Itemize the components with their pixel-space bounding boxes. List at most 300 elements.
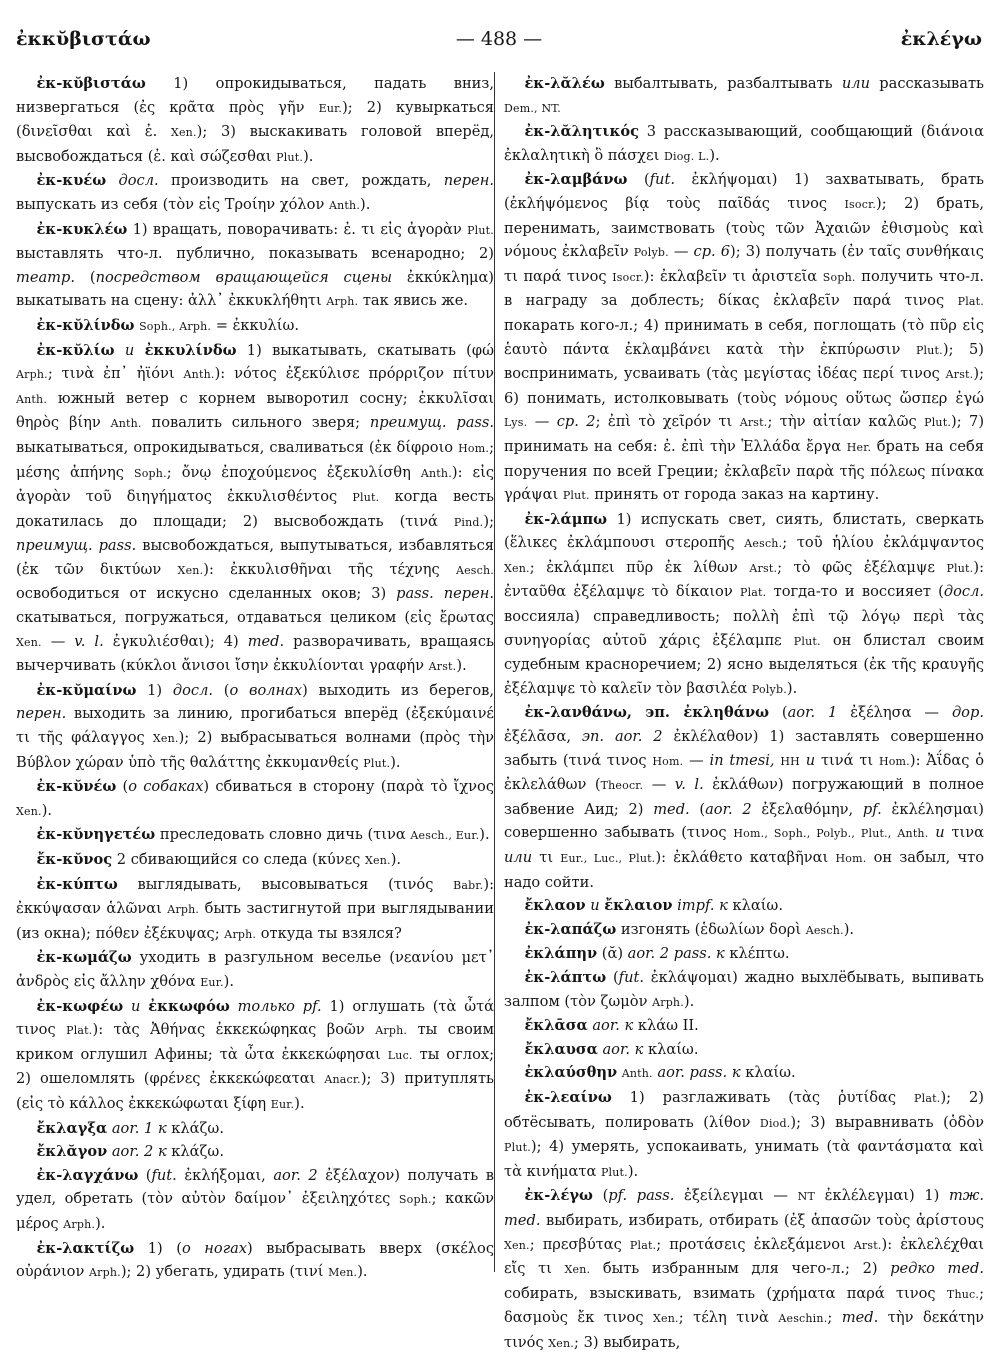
source-abbrev: Arph. — [652, 995, 684, 1009]
entry-text: он забыл, что надо сойти. — [504, 849, 984, 891]
entry-text: ; δασμοὺς ἔκ τινος — [504, 1284, 984, 1327]
entry-text: — — [668, 243, 694, 261]
source-abbrev: Lys. — [504, 416, 528, 430]
entry-text: рассказывать — [869, 75, 984, 92]
source-abbrev: Soph., Arph. — [139, 319, 212, 333]
entry-text: быть избранным для чего-л.; 2) — [590, 1260, 891, 1278]
source-abbrev: Plat. — [957, 295, 984, 309]
headword: ἐκ-λάμπω — [524, 510, 608, 528]
entry-text: ; ἐκλάμπει πῦρ ἐκ λίθων — [529, 558, 750, 576]
dictionary-entry — [16, 314, 494, 339]
headword: ἐκλάπην — [524, 945, 598, 963]
entry-text: ). — [390, 753, 401, 771]
entry-text: преследовать словно дичь (τινα — [155, 826, 411, 844]
entry-text: ): τὰς Ἀθήνας ἐκκεκώφηκας βοῶν — [92, 1021, 376, 1039]
headword: ἐκ-κῠλίνδω — [36, 316, 135, 334]
source-abbrev: Arph. — [88, 1266, 121, 1280]
grammar-note: театр. — [16, 268, 75, 286]
grammar-note: aor. pass. — [657, 1064, 728, 1082]
entry-text — [106, 172, 118, 189]
source-abbrev: Xen. — [504, 561, 530, 575]
source-abbrev: Hom. — [652, 754, 684, 768]
entry-text: 1) испускать свет, сиять, блистать, сверкать (ἕλικες ἐκλάμπουσι στεροπῆς — [504, 510, 984, 552]
source-abbrev: Hom. — [458, 441, 490, 455]
headword: ἐκ-κύπτω — [36, 875, 118, 893]
entry-text: ): ἐκλάθετο καταβῆναι — [655, 849, 836, 866]
entry-text: τινά τι — [815, 751, 879, 769]
grammar-note: перен. — [16, 705, 67, 723]
source-abbrev: Isocr. — [612, 270, 644, 284]
entry-text: ). — [303, 147, 314, 165]
entry-text: τι — [532, 849, 561, 866]
entry-text: покарать кого-л.; 4) принимать в себя, поглощать (τὸ πῦρ εἰς ἑαυτὸ πάντα ἐκλαμβάνει κατὰ τὴν ἐκπύρωσιν — [504, 316, 984, 358]
source-abbrev: Plat. — [914, 1091, 941, 1105]
entry-text: ( — [592, 1187, 609, 1205]
source-abbrev: Arst. — [853, 1238, 882, 1252]
grammar-note: к — [716, 945, 725, 963]
entry-text: κλαίω. — [740, 1064, 796, 1082]
entry-text: ἐξελαθόμην, — [751, 800, 863, 818]
source-abbrev: Xen. — [653, 1312, 679, 1326]
grammar-note: или — [504, 849, 533, 866]
headword: ἐκ-κωφέω — [36, 997, 124, 1015]
dictionary-entry — [504, 701, 984, 894]
entry-text: воссияла) справедливость; πολλὴ ἐπὶ τῷ λόγῳ περὶ τὰς συνηγορίας αὐτοῦ χάρις ἐξέλαμπε — [504, 608, 984, 649]
source-abbrev: Xen. — [16, 804, 42, 818]
entry-text: выпускать из себя (τὸν εἰς Τροίην χόλον — [16, 195, 329, 213]
entry-text: ; ἐπὶ τὸ χεῖρόν τι — [595, 413, 740, 431]
headword: ἔκλαυσα — [524, 1040, 598, 1058]
headword: ἔκλᾰγον — [36, 1143, 108, 1161]
headword: ἐκ-κῠνέω — [36, 778, 117, 796]
entry-text: ); 2) обтёсывать, полировать (λίθον — [504, 1088, 984, 1131]
entry-text: получить что-л. в награду за доблесть; δίκας ἐκλαβεῖν παρά τινος — [504, 267, 984, 310]
grammar-note: in tmesi, — [709, 751, 775, 769]
grammar-note: v. l. — [674, 776, 704, 794]
source-abbrev: Plut. — [467, 223, 494, 237]
headword: ἐκ-κωμάζω — [36, 949, 132, 967]
headword: ἔκ-κῠνος — [36, 851, 113, 868]
source-abbrev: Theocr. — [600, 779, 644, 793]
entry-text: выкатываться, опрокидываться, сваливаться (ἐκ δίφροιο — [16, 438, 459, 456]
dictionary-entry — [504, 1038, 984, 1062]
entry-text: 1) вращать, поворачивать: ἐ. τι εἰς ἀγορὰν — [127, 220, 468, 238]
entry-text: (ᾰ) — [597, 945, 628, 963]
entry-text — [115, 342, 125, 359]
source-abbrev: Aeschin. — [778, 1312, 828, 1326]
entry-text: ): νότος ἐξεκύλισε πρόρριζον πίτυν — [214, 365, 495, 383]
entry-text: ); 3) притуплять (εἰς τὸ κάλλος ἐκκεκώφωται ξίφη — [16, 1070, 494, 1112]
grammar-note: aor. 2 — [111, 1143, 154, 1161]
headword: ἐκ-λᾰλητικός — [524, 123, 640, 141]
entry-text: ( — [768, 704, 788, 722]
entry-text: освободиться от искусно сделанных оков; 3) — [16, 585, 397, 603]
entry-text: ); 6) понимать, истолковывать (τοὺς νόμους οὕτως ὥσπερ ἐγώ — [504, 365, 984, 407]
entry-text: ). — [786, 679, 798, 697]
dictionary-entry — [504, 168, 984, 507]
entry-text: 1) оглушать (τὰ ὦτά τινος — [16, 997, 495, 1039]
headword: ἔκλαγξα — [36, 1119, 108, 1137]
entry-text: ( — [689, 800, 706, 818]
source-abbrev: Plut. — [600, 1165, 628, 1179]
entry-text: разворачивать, вращаясь вычерчивать (κύκλοι ἄνισοι ἴσην ἐκκυλίονται γραφήν — [16, 632, 494, 675]
entry-text: ); 7) принимать на себя: ἐ. ἐπὶ τὴν Ἑλλάδα ἔργα — [504, 413, 985, 455]
entry-text: ( — [116, 778, 129, 796]
dictionary-entry — [16, 1164, 494, 1237]
entry-text: ). — [683, 992, 695, 1010]
source-abbrev: Aesch. — [744, 537, 783, 551]
entry-text: ); 5) воспринимать, усваивать (τὰς μεγίστας ἰδέας περί τινος — [504, 340, 985, 383]
dictionary-entry — [504, 1184, 984, 1355]
grammar-note: или — [841, 75, 870, 92]
source-abbrev: Babr. — [453, 878, 484, 892]
grammar-note: эп. aor. 2 — [581, 728, 663, 746]
source-abbrev: Luc. — [387, 1048, 413, 1062]
entry-text: ; — [827, 1309, 842, 1327]
entry-text: ): ἐκκύψασαν ἁλῶναι — [16, 875, 494, 918]
source-abbrev: Plut. — [276, 150, 304, 164]
entry-text: ; τὸ φῶς ἐξέλαμψε — [777, 558, 947, 576]
dictionary-entry — [16, 873, 494, 947]
entry-text: 2 сбивающийся со следа (κύνες — [112, 851, 365, 868]
source-abbrev: Anth. — [621, 1067, 653, 1081]
source-abbrev: Anth. — [183, 368, 215, 382]
entry-text: ). — [294, 1094, 305, 1112]
entry-text: ; πρεσβύτας — [529, 1235, 630, 1253]
source-abbrev: Diog. L. — [663, 149, 710, 163]
entry-text: ( — [627, 171, 650, 189]
entry-text: собирать, взыскивать, взимать (χρήματα παρά τινος — [504, 1284, 947, 1302]
source-abbrev: Isocr. — [844, 197, 877, 211]
entry-text: ); — [483, 512, 494, 530]
source-abbrev: Plut. — [915, 343, 943, 357]
grammar-note: и — [130, 997, 141, 1015]
source-abbrev: Anacr. — [324, 1073, 361, 1087]
source-abbrev: Hom. — [878, 754, 910, 768]
source-abbrev: Xen. — [364, 854, 391, 867]
entry-text: ). — [41, 801, 53, 819]
grammar-note: к — [731, 1064, 741, 1082]
source-abbrev: Xen. — [504, 1238, 530, 1252]
entry-text: производить на свет, рождать, — [158, 172, 444, 190]
headword: ἔκλαον — [524, 897, 586, 915]
grammar-note: pass. перен. — [396, 585, 494, 603]
entry-text — [230, 998, 238, 1015]
headword: ἔκλαιον — [604, 897, 673, 915]
dictionary-entry — [504, 120, 984, 168]
source-abbrev: Dem., NT. — [504, 101, 561, 115]
headword: ἐκλαύσθην — [524, 1064, 618, 1082]
entry-text: ἐξέλαχον) получать в удел, обретать (τὸν αὐτὸν δαίμον᾽ ἐξειληχότες — [16, 1166, 494, 1208]
entry-text: ): ἐκκυλισθῆναι τῆς τέχνης — [203, 560, 456, 578]
grammar-note: pf. pass. — [608, 1187, 675, 1205]
entry-text: ): ἐκλαβεῖν τι ἀριστεῖα — [643, 267, 823, 285]
source-abbrev: Aesch. — [805, 923, 844, 937]
entry-text: ἐκλήψομαι) 1) захватывать, брать (ἐκλήψόμενος βίᾳ τοὺς παῖδάς τινος — [504, 171, 984, 212]
dictionary-entry — [16, 1237, 494, 1285]
entry-text: быть застигнутой при выглядывании (из окна); πόθεν ἐξέκυψας; — [16, 900, 494, 942]
entry-text: κλάω II. — [633, 1017, 699, 1035]
entry-text: тогда-то и воссияет ( — [766, 583, 944, 601]
grammar-note: тж. med. — [504, 1187, 985, 1229]
dictionary-entry — [16, 775, 494, 823]
source-abbrev: Pind. — [453, 515, 484, 529]
entry-text: τὴν δεκάτην τινός — [504, 1309, 985, 1351]
entry-text: южный ветер с корнем выворотил сосну; ἐκκυλῖσαι θηρὸς βίην — [16, 389, 494, 432]
dictionary-entry — [504, 1086, 984, 1184]
grammar-note: aor. — [602, 1040, 630, 1058]
dictionary-entry — [504, 72, 984, 120]
headword: ἐκ-κῠμαίνω — [36, 681, 137, 699]
source-abbrev: Diod. — [759, 1116, 791, 1130]
source-abbrev: Xen. — [16, 635, 42, 649]
source-abbrev: Her. — [846, 440, 872, 454]
entry-text: выставлять что-л. публично, показывать всенародно; 2) — [16, 245, 494, 263]
source-abbrev: Anth. — [110, 417, 142, 431]
entry-text: ). — [627, 1162, 639, 1180]
grammar-note: к — [624, 1017, 634, 1035]
headword: ἐκ-κυέω — [36, 172, 107, 190]
source-abbrev: Eur., Luc., Plut. — [560, 852, 656, 865]
source-abbrev: NT — [797, 1190, 816, 1204]
source-abbrev: Arph. — [375, 1024, 408, 1038]
entry-text: ты оглох; 2) ошеломлять (φρένες ἐκκεκώφεαται — [16, 1045, 494, 1088]
entry-text: 1) выкатывать, скатывать (φώ — [236, 341, 494, 359]
entry-text: ). — [709, 146, 720, 164]
entry-text: ). — [357, 1263, 368, 1281]
grammar-note: о собаках — [128, 778, 204, 796]
entry-text: ). — [223, 972, 234, 990]
grammar-note: med. — [653, 800, 690, 818]
entry-text: ἐκλέλεγμαι) 1) — [815, 1187, 949, 1205]
source-abbrev: Arst. — [428, 660, 457, 674]
entry-text: выбирать, избирать, отбирать (ἐξ ἁπασῶν τοὺς ἀρίστους — [540, 1211, 984, 1229]
headword: ἐκ-λανθάνω, эп. ἐκληθάνω — [524, 704, 769, 722]
grammar-note: aor. 2 — [273, 1166, 318, 1184]
entry-text: ); 4) умерять, успокаивать, унимать (τὰ φαντάσματα καὶ τὰ κινήματα — [504, 1138, 984, 1180]
source-abbrev: Soph. — [133, 466, 167, 480]
headword: ἐκ-κῠλίω — [36, 341, 115, 359]
entry-text: ): Ἀΐδας ὁ ἐκλελάθων ( — [504, 751, 984, 794]
source-abbrev: Arst. — [749, 561, 778, 575]
entry-text: принять от города заказ на картину. — [589, 486, 880, 504]
source-abbrev: Xen. — [564, 1263, 591, 1277]
grammar-note: v. l. — [74, 632, 104, 650]
headword: ἐκ-κυκλέω — [36, 220, 128, 238]
dictionary-entry — [16, 72, 494, 169]
source-abbrev: Soph. — [822, 270, 856, 284]
source-abbrev: Hom., Soph., Polyb., Plut., Anth. — [733, 827, 929, 841]
source-abbrev: Plat. — [629, 1238, 657, 1252]
grammar-note: fut. — [618, 968, 644, 986]
dictionary-entry — [504, 508, 984, 702]
source-abbrev: Plut. — [363, 756, 391, 770]
entry-text: ἐξείλεγμαι — — [674, 1187, 798, 1205]
entry-text: ). — [390, 851, 402, 868]
headword: ἐκ-λαγχάνω — [36, 1166, 139, 1184]
entry-text: κλάζω. — [166, 1143, 224, 1161]
grammar-note: к — [634, 1040, 644, 1058]
grammar-note: о волнах — [229, 681, 303, 699]
entry-text: 1) ( — [134, 1239, 182, 1257]
source-abbrev: Arph. — [224, 927, 257, 941]
entry-text: ( — [138, 1166, 152, 1184]
source-abbrev: Plat. — [739, 586, 767, 600]
source-abbrev: Anth. — [16, 392, 48, 406]
grammar-note: досл. — [943, 583, 985, 601]
headword: ἐκ-λαμβάνω — [524, 171, 628, 189]
grammar-note: fut. — [649, 171, 675, 189]
dictionary-entry — [16, 339, 494, 679]
entry-text: ). — [479, 826, 490, 844]
entry-text: откуда ты взялся? — [256, 924, 402, 942]
headword: ἐκ-λάπτω — [524, 968, 607, 986]
grammar-note: aor. 1 — [787, 704, 838, 722]
left-column — [16, 72, 494, 1282]
headword: ἐκ-κῠνηγετέω — [36, 826, 156, 844]
entry-text: ); 2) брать, перенимать, заимствовать (τοὺς τῶν Ἀχαιῶν ἐθισμοὺς καὶ νόμους ἐκλαβεῖν — [504, 194, 984, 261]
source-abbrev: Eur. — [200, 975, 224, 989]
entry-text — [134, 342, 144, 359]
source-abbrev: Polyb. — [633, 246, 669, 260]
entry-text: ). — [843, 920, 855, 938]
dictionary-entry — [16, 169, 494, 217]
source-abbrev: Arph. — [326, 295, 359, 309]
entry-text — [123, 998, 131, 1015]
entry-text: ) сбиваться в сторону (παρὰ τὸ ἴχνος — [203, 778, 494, 796]
entry-text: ( — [75, 268, 96, 286]
entry-text: ; τὴν αἰτίαν καλῶς — [767, 413, 925, 431]
entry-text: κλαίω. — [643, 1040, 699, 1058]
source-abbrev: Plut. — [504, 1141, 531, 1155]
grammar-note: impf. — [677, 897, 715, 915]
dictionary-entry — [16, 823, 494, 848]
source-abbrev: Polyb. — [751, 682, 787, 696]
source-abbrev: Hom. — [835, 852, 867, 865]
grammar-note: досл. — [172, 681, 213, 699]
entry-text: ); 2) выбрасываться волнами (πρὸς τὴν Βύβλον χώραν ὑπὸ τῆς θαλάττης ἐκκυμανθείς — [16, 729, 494, 771]
headword: ἔκλᾱσα — [524, 1017, 588, 1035]
grammar-note: к — [157, 1119, 167, 1137]
source-abbrev: Xen. — [548, 1336, 575, 1350]
entry-text: — — [643, 776, 675, 794]
source-abbrev: Thuc. — [946, 1287, 980, 1301]
entry-text: ἐκλάψομαι) жадно выхлёбывать, выпивать залпом (τὸν ζωμὸν — [504, 968, 984, 1010]
entry-text: ); 2) кувыркаться (δινεῖσθαι καὶ ἐ. — [16, 98, 495, 141]
grammar-note: о ногах — [181, 1239, 248, 1257]
entry-text: он блистал своим судебным красноречием; 2) ясно выделяться (ἐκ τῆς κραυγῆς ἐξέλαμψε τὸ καλεῖν τὸν βασιλέα — [504, 631, 984, 697]
entry-text: ἐκκύκλημα) выкатывать на сцену: ἀλλ᾽ ἐκκυκλήθητι — [16, 268, 494, 310]
entry-text: высвобождаться, выпутываться, избавляться (ἐκ τῶν δικτύων — [16, 537, 495, 578]
entry-text: ; τοῦ ἡλίου ἐκλάμψαντος — [782, 534, 985, 552]
entry-text: ) выбрасывать вверх (σκέλος οὐράνιον — [16, 1239, 494, 1281]
dictionary-entry — [16, 995, 494, 1117]
source-abbrev: Anth. — [328, 198, 361, 212]
entry-text: ): ἐνταῦθα ἐξέλαμψε τὸ δίκαιον — [504, 558, 984, 601]
entry-text: выглядывать, высовываться (τινός — [117, 875, 454, 893]
grammar-note: и — [805, 751, 816, 769]
entry-text: когда весть докатилась до площади; 2) высвобождать (τινά — [16, 488, 494, 530]
source-abbrev: Arph. — [16, 368, 48, 382]
grammar-note: посредством вращающейся сцены — [95, 268, 393, 286]
source-abbrev: Men. — [328, 1266, 358, 1280]
entry-text: ἐξέλᾱσα, — [504, 728, 582, 746]
grammar-note: med. — [841, 1309, 879, 1327]
entry-text: ). — [360, 195, 371, 213]
source-abbrev: Anth. — [420, 466, 452, 480]
headword: ἐκκυλίνδω — [144, 341, 237, 359]
dictionary-entry — [16, 679, 494, 775]
entry-text: ἐγκυλιέσθαι); 4) — [103, 632, 248, 650]
dictionary-entry — [504, 966, 984, 1014]
grammar-note: ср. 6 — [693, 243, 731, 261]
entry-text: ); 3) выскакивать головой вперёд, высвобождаться (ἐ. καὶ σώζεσθαι — [16, 123, 494, 165]
entry-text: ( — [606, 968, 619, 986]
entry-text: — — [527, 413, 557, 431]
grammar-note: к — [157, 1143, 167, 1161]
entry-text: ἐκλέλησμαι) совершенно забывать (τινος — [504, 800, 984, 842]
entry-text: изгонять (ἑδωλίων δορὶ — [616, 920, 806, 938]
source-abbrev: Plut. — [352, 491, 380, 505]
entry-text: κλαίω. — [727, 897, 783, 915]
grammar-note: aor. 1 — [111, 1119, 154, 1137]
entry-text: — — [683, 751, 710, 769]
source-abbrev: Arph. — [167, 903, 200, 917]
grammar-note: fut. — [151, 1166, 177, 1184]
source-abbrev: Plut. — [924, 416, 952, 430]
entry-text: ); 3) получать (ἐν ταῖς συνθήκαις τι παρά τινος — [504, 243, 984, 285]
grammar-note: перен. — [443, 172, 494, 190]
source-abbrev: Eur. — [270, 1097, 295, 1111]
entry-text: 1) разглаживать (τὰς ῥυτίδας — [611, 1088, 915, 1106]
dictionary-entry — [16, 1140, 494, 1164]
headword: ἐκ-λακτίζω — [36, 1239, 135, 1257]
entry-text: ); 3) выравнивать (ὁδὸν — [790, 1113, 984, 1131]
dictionary-entry — [504, 918, 984, 943]
grammar-note: pf. — [862, 800, 882, 818]
entry-text: повалить сильного зверя; — [141, 414, 370, 432]
entry-text: τινα — [944, 824, 984, 842]
entry-text: κλάζω. — [166, 1119, 224, 1137]
entry-text: 1) опрокидываться, падать вниз, низвергаться (ἐς κρᾶτα πρὸς γῆν — [16, 75, 494, 116]
right-column — [504, 72, 985, 1351]
source-abbrev: Xen. — [170, 126, 197, 140]
grammar-note: aor. 2 — [705, 800, 752, 818]
page-header — [16, 28, 982, 62]
source-abbrev: Arst. — [945, 368, 974, 382]
entry-text: ἐκλέλαθον) 1) заставлять совершенно забыть (τινά τινος — [504, 728, 984, 769]
column-divider — [494, 72, 495, 1272]
entry-text: ) выходить из берегов, — [302, 681, 494, 699]
source-abbrev: Arst. — [739, 416, 768, 430]
entry-text: ). — [456, 657, 467, 675]
entry-text: κλέπτω. — [724, 945, 790, 963]
source-abbrev: Plut. — [562, 489, 590, 503]
entry-text: скатываться, погружаться, отдаваться целиком (εἰς ἔρωτας — [16, 609, 494, 627]
grammar-note: досл. — [118, 172, 159, 190]
header-right-word: ἐκλέγω — [900, 28, 982, 50]
entry-text: выбалтывать, разбалтывать — [604, 75, 842, 92]
grammar-note: и — [124, 341, 135, 359]
entry-text: ἐξέλησα — — [837, 704, 952, 722]
entry-text: — — [41, 632, 75, 650]
grammar-note: редко med. — [890, 1260, 985, 1278]
entry-text: ): εἰς ἀγορὰν τοῦ διηγήματος ἐκκυλισθέντος — [16, 463, 494, 506]
dictionary-entry — [16, 1117, 494, 1141]
grammar-note: к — [719, 897, 728, 915]
source-abbrev: Plut. — [793, 634, 821, 648]
source-abbrev: Aesch., Eur. — [410, 829, 480, 843]
